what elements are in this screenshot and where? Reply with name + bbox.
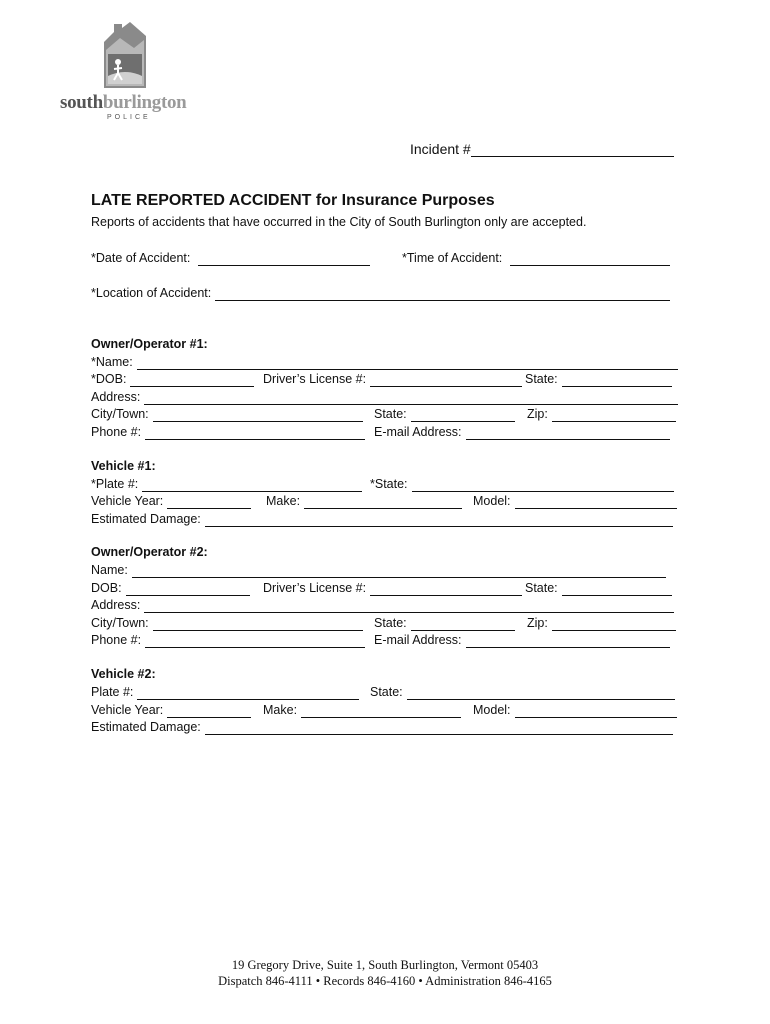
owner1-heading: Owner/Operator #1: — [91, 337, 208, 351]
vehicle1-model-input[interactable] — [515, 496, 677, 509]
vehicle2-heading: Vehicle #2: — [91, 667, 156, 681]
vehicle1-make-label: Make: — [266, 494, 301, 508]
vehicle2-damage-label: Estimated Damage: — [91, 720, 201, 734]
vehicle2-state-input[interactable] — [407, 687, 675, 700]
owner1-zip-label: Zip: — [527, 407, 548, 421]
owner2-state-input[interactable] — [562, 583, 672, 596]
vehicle1-year-label: Vehicle Year: — [91, 494, 164, 508]
vehicle2-make-label: Make: — [263, 703, 298, 717]
vehicle2-plate-label: Plate #: — [91, 685, 134, 699]
logo-wordmark: southburlington — [60, 92, 187, 113]
time-input[interactable] — [510, 253, 670, 266]
owner2-zip-label: Zip: — [527, 616, 548, 630]
vehicle1-heading: Vehicle #1: — [91, 459, 156, 473]
vehicle1-year-input[interactable] — [167, 496, 251, 509]
vehicle1-plate-input[interactable] — [142, 479, 362, 492]
vehicle2-state-label: State: — [370, 685, 403, 699]
owner1-address-input[interactable] — [144, 392, 678, 405]
vehicle2-year-input[interactable] — [167, 705, 251, 718]
incident-label: Incident # — [410, 141, 471, 157]
owner2-name-input[interactable] — [132, 565, 666, 578]
owner2-dob-label: DOB: — [91, 581, 122, 595]
owner1-address-label: Address: — [91, 390, 141, 404]
logo-subtext: POLICE — [107, 114, 151, 121]
owner2-address-label: Address: — [91, 598, 141, 612]
owner2-name-label: Name: — [91, 563, 128, 577]
vehicle2-year-label: Vehicle Year: — [91, 703, 164, 717]
owner1-state-input[interactable] — [562, 374, 672, 387]
vehicle2-plate-input[interactable] — [137, 687, 359, 700]
owner2-address-input[interactable] — [144, 600, 674, 613]
owner1-license-input[interactable] — [370, 374, 522, 387]
vehicle2-damage-input[interactable] — [205, 722, 673, 735]
owner2-state2-input[interactable] — [411, 618, 515, 631]
owner1-name-input[interactable] — [137, 357, 678, 370]
location-label: *Location of Accident: — [91, 286, 212, 300]
owner2-heading: Owner/Operator #2: — [91, 545, 208, 559]
vehicle1-plate-label: *Plate #: — [91, 477, 139, 491]
vehicle2-model-input[interactable] — [515, 705, 677, 718]
vehicle2-make-input[interactable] — [301, 705, 461, 718]
form-subtitle: Reports of accidents that have occurred in the City of South Burlington only are accepted. — [91, 215, 587, 229]
incident-input[interactable] — [471, 142, 674, 157]
owner2-license-input[interactable] — [370, 583, 522, 596]
vehicle1-model-label: Model: — [473, 494, 511, 508]
vehicle1-damage-label: Estimated Damage: — [91, 512, 201, 526]
owner2-email-input[interactable] — [466, 635, 670, 648]
owner1-state-label: State: — [525, 372, 558, 386]
owner2-license-label: Driver’s License #: — [263, 581, 367, 595]
owner1-email-input[interactable] — [466, 427, 670, 440]
owner1-state2-label: State: — [374, 407, 407, 421]
owner2-dob-input[interactable] — [126, 583, 250, 596]
date-input[interactable] — [198, 253, 370, 266]
owner1-license-label: Driver’s License #: — [263, 372, 367, 386]
vehicle1-state-input[interactable] — [412, 479, 674, 492]
owner2-city-label: City/Town: — [91, 616, 149, 630]
vehicle1-make-input[interactable] — [304, 496, 462, 509]
owner2-city-input[interactable] — [153, 618, 363, 631]
owner1-city-label: City/Town: — [91, 407, 149, 421]
owner2-email-label: E-mail Address: — [374, 633, 462, 647]
vehicle1-damage-input[interactable] — [205, 514, 673, 527]
owner1-name-label: *Name: — [91, 355, 133, 369]
owner2-phone-input[interactable] — [145, 635, 365, 648]
city-logo-icon — [100, 20, 150, 92]
owner2-state-label: State: — [525, 581, 558, 595]
owner1-city-input[interactable] — [153, 409, 363, 422]
form-title: LATE REPORTED ACCIDENT for Insurance Purposes — [91, 192, 495, 209]
footer-phone-numbers: Dispatch 846-4111 • Records 846-4160 • Administration 846-4165 — [218, 974, 552, 988]
owner2-phone-label: Phone #: — [91, 633, 142, 647]
owner1-dob-input[interactable] — [130, 374, 254, 387]
vehicle2-model-label: Model: — [473, 703, 511, 717]
owner1-zip-input[interactable] — [552, 409, 676, 422]
owner1-dob-label: *DOB: — [91, 372, 127, 386]
location-input[interactable] — [215, 288, 670, 301]
date-label: *Date of Accident: — [91, 251, 191, 265]
owner1-phone-label: Phone #: — [91, 425, 142, 439]
vehicle1-state-label: *State: — [370, 477, 408, 491]
incident-field — [410, 141, 674, 157]
footer-address: 19 Gregory Drive, Suite 1, South Burlington, Vermont 05403 — [231, 958, 539, 972]
owner1-phone-input[interactable] — [145, 427, 365, 440]
owner2-state2-label: State: — [374, 616, 407, 630]
owner2-zip-input[interactable] — [552, 618, 676, 631]
time-label: *Time of Accident: — [402, 251, 503, 265]
owner1-state2-input[interactable] — [411, 409, 515, 422]
owner1-email-label: E-mail Address: — [374, 425, 462, 439]
